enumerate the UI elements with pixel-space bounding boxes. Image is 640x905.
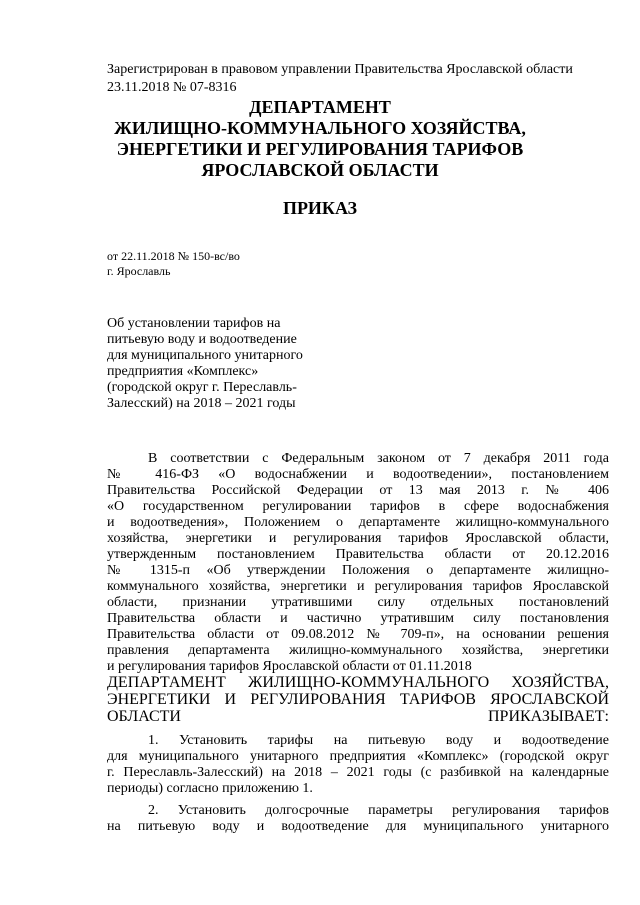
preamble-line-12: Правительства области от 09.08.2012 № 709-п», на основании решения	[107, 627, 609, 642]
preamble-line-4: «О государственном регулировании тарифов в сфере водоснабжения	[107, 499, 609, 514]
preamble-line-9: коммунального хозяйства, энергетики и регулирования тарифов Ярославской	[107, 579, 609, 594]
preamble-line-3: Правительства Российской Федерации от 13 мая 2013 г. № 406	[107, 483, 609, 498]
subject-line-2: питьевую воду и водоотведение	[107, 332, 297, 347]
orders-line-3: ОБЛАСТИ ПРИКАЗЫВАЕТ:	[107, 708, 609, 725]
header-line-4: ЯРОСЛАВСКОЙ ОБЛАСТИ	[201, 160, 439, 180]
subject-line-3: для муниципального унитарного	[107, 348, 303, 363]
document-date-number: от 22.11.2018 № 150-вс/во	[107, 249, 240, 263]
item1-line-2: для муниципального унитарного предприятия «Комплекс» (городской округ	[107, 749, 609, 764]
preamble-line-10: области, признании утратившими силу отдельных постановлений	[107, 595, 609, 610]
item2-line-1: 2. Установить долгосрочные параметры регулирования тарифов	[148, 803, 609, 818]
subject-line-4: предприятия «Комплекс»	[107, 364, 259, 379]
item1-line-4: периоды) согласно приложению 1.	[107, 781, 313, 796]
preamble-line-6: хозяйства, энергетики и регулирования тарифов Ярославской области,	[107, 531, 609, 546]
header-line-1: ДЕПАРТАМЕНТ	[249, 97, 391, 117]
header-line-2: ЖИЛИЩНО-КОММУНАЛЬНОГО ХОЗЯЙСТВА,	[114, 118, 526, 138]
orders-line-1: ДЕПАРТАМЕНТ ЖИЛИЩНО-КОММУНАЛЬНОГО ХОЗЯЙСТВА,	[107, 674, 609, 691]
subject-line-6: Залесский) на 2018 – 2021 годы	[107, 396, 296, 411]
preamble-line-5: и водоотведения», Положением о департаменте жилищно-коммунального	[107, 515, 609, 530]
subject-line-1: Об установлении тарифов на	[107, 316, 281, 331]
item1-line-1: 1. Установить тарифы на питьевую воду и водоотведение	[148, 733, 609, 748]
document-city: г. Ярославль	[107, 264, 171, 278]
preamble-line-8: № 1315-п «Об утверждении Положения о департаменте жилищно-	[107, 563, 609, 578]
header-line-3: ЭНЕРГЕТИКИ И РЕГУЛИРОВАНИЯ ТАРИФОВ	[116, 139, 524, 159]
item1-line-3: г. Переславль-Залесский) на 2018 – 2021 годы (с разбивкой на календарные	[107, 765, 609, 780]
preamble-line-7: утвержденным постановлением Правительства области от 20.12.2016	[107, 547, 609, 562]
registration-line-2: 23.11.2018 № 07-8316	[107, 80, 237, 95]
preamble-line-14: и регулирования тарифов Ярославской области от 01.11.2018	[107, 659, 472, 674]
document-type-title: ПРИКАЗ	[282, 198, 358, 218]
preamble-line-11: Правительства области и частично утратившим силу постановления	[107, 611, 609, 626]
subject-line-5: (городской округ г. Переславль-	[107, 380, 297, 395]
preamble-line-2: № 416-ФЗ «О водоснабжении и водоотведении», постановлением	[107, 467, 609, 482]
preamble-line-13: правления департамента жилищно-коммунального хозяйства, энергетики	[107, 643, 609, 658]
preamble-line-1: В соответствии с Федеральным законом от 7 декабря 2011 года	[148, 451, 609, 466]
registration-line-1: Зарегистрирован в правовом управлении Правительства Ярославской области	[107, 62, 573, 77]
item2-line-2: на питьевую воду и водоотведение для муниципального унитарного	[107, 819, 609, 834]
orders-line-2: ЭНЕРГЕТИКИ И РЕГУЛИРОВАНИЯ ТАРИФОВ ЯРОСЛАВСКОЙ	[107, 691, 609, 708]
